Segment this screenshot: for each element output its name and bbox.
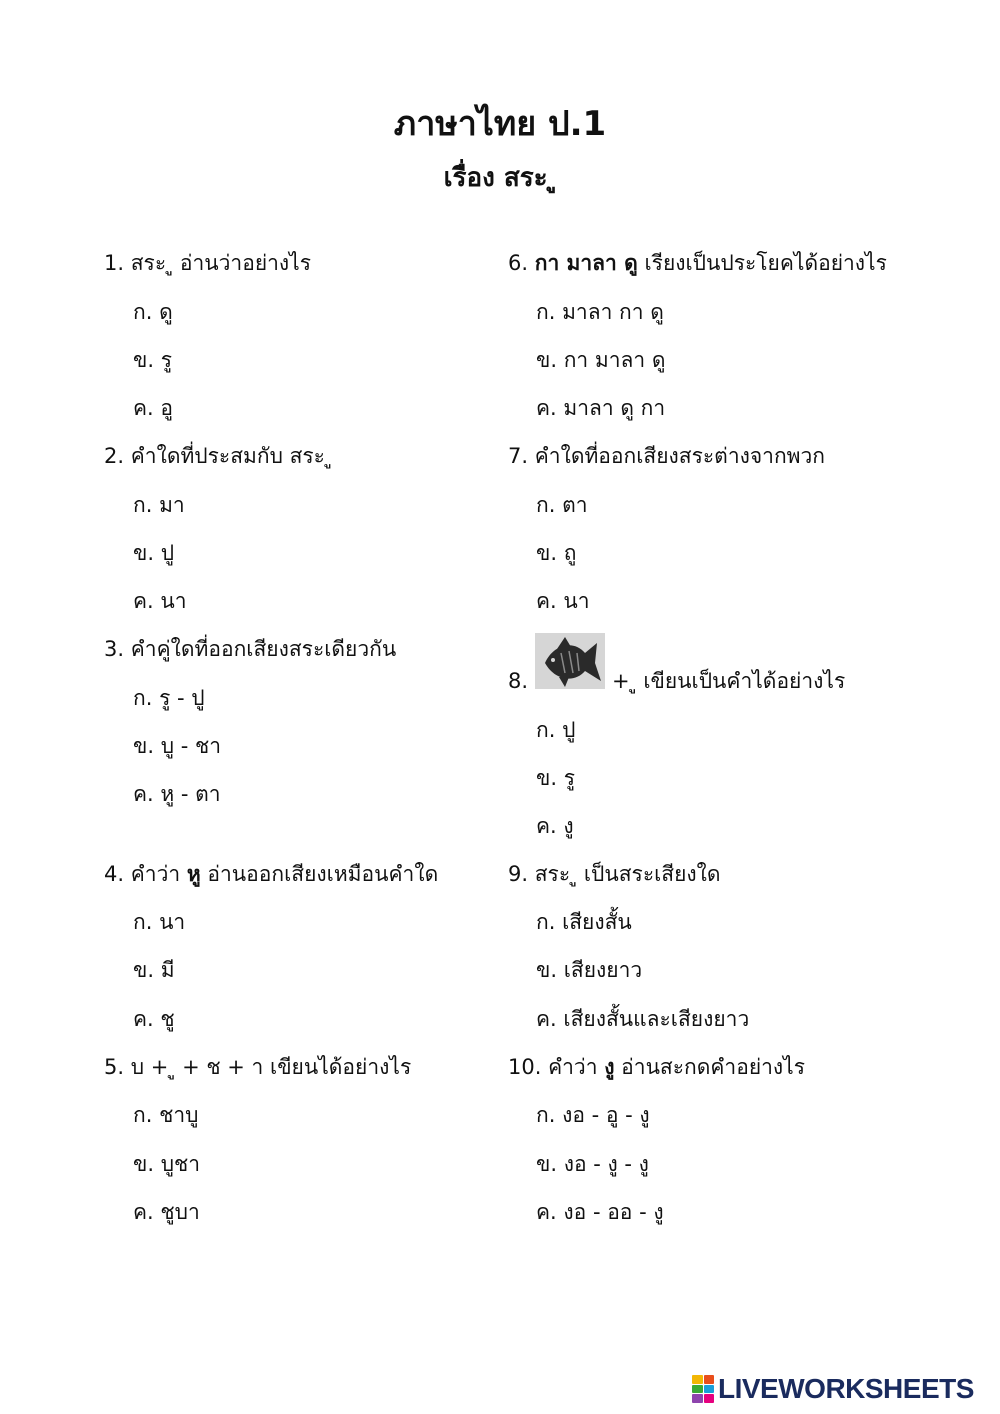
q1-option-c[interactable]: ค. อู [133,396,174,420]
q7-option-c[interactable]: ค. นา [536,589,590,613]
question-4: 4. คำว่า หู อ่านออกเสียงเหมือนคำใด [104,862,439,886]
q5-option-b[interactable]: ข. บูชา [133,1152,201,1176]
q9-option-a[interactable]: ก. เสียงสั้น [536,910,632,934]
question-3: 3. คำคู่ใดที่ออกเสียงสระเดียวกัน [104,637,397,661]
q7-option-b[interactable]: ข. ถู [536,541,577,565]
question-2: 2. คำใดที่ประสมกับ สระ ู [104,444,333,468]
fish-picture [535,633,605,689]
logo-icon [692,1375,714,1403]
q1-option-b[interactable]: ข. รู [133,348,172,372]
q10-option-a[interactable]: ก. งอ - อู - งู [536,1103,650,1127]
page-title: ภาษาไทย ป.1 [393,104,607,144]
q6-option-a[interactable]: ก. มาลา กา ดู [536,300,664,324]
q1-option-a[interactable]: ก. ดู [133,300,173,324]
question-8-number: 8. [508,669,529,693]
q4-option-a[interactable]: ก. นา [133,910,186,934]
q7-option-a[interactable]: ก. ตา [536,493,588,517]
q3-option-b[interactable]: ข. บู - ชา [133,734,222,758]
question-5: 5. บ + ู + ช + า เขียนได้อย่างไร [104,1055,412,1079]
question-10: 10. คำว่า งู อ่านสะกดคำอย่างไร [508,1055,806,1079]
q6-option-b[interactable]: ข. กา มาลา ดู [536,348,666,372]
q9-option-b[interactable]: ข. เสียงยาว [536,958,643,982]
q8-option-a[interactable]: ก. ปู [536,718,576,742]
question-7: 7. คำใดที่ออกเสียงสระต่างจากพวก [508,444,826,468]
q4-option-b[interactable]: ข. มี [133,958,175,982]
fish-icon [535,633,605,689]
question-8: + ู เขียนเป็นคำได้อย่างไร [612,669,846,693]
q3-option-a[interactable]: ก. รู - ปู [133,686,205,710]
brand-text: LIVEWORKSHEETS [718,1373,974,1404]
q2-option-a[interactable]: ก. มา [133,493,185,517]
q2-option-b[interactable]: ข. ปู [133,541,175,565]
q8-option-b[interactable]: ข. รู [536,766,575,790]
q8-option-c[interactable]: ค. งู [536,814,574,838]
question-9: 9. สระ ู เป็นสระเสียงใด [508,862,721,886]
q2-option-c[interactable]: ค. นา [133,589,187,613]
q10-option-b[interactable]: ข. งอ - งู - งู [536,1152,649,1176]
q3-option-c[interactable]: ค. หู - ตา [133,782,221,806]
q9-option-c[interactable]: ค. เสียงสั้นและเสียงยาว [536,1007,750,1031]
question-1: 1. สระ ู อ่านว่าอย่างไร [104,251,312,275]
q6-option-c[interactable]: ค. มาลา ดู กา [536,396,666,420]
q4-option-c[interactable]: ค. ชู [133,1007,175,1031]
q10-option-c[interactable]: ค. งอ - ออ - งู [536,1200,664,1224]
q5-option-a[interactable]: ก. ชาบู [133,1103,199,1127]
q5-option-c[interactable]: ค. ชูบา [133,1200,200,1224]
question-6: 6. กา มาลา ดู เรียงเป็นประโยคได้อย่างไร [508,251,887,275]
liveworksheets-logo [692,1372,974,1406]
page-subtitle: เรื่อง สระ ู [443,163,557,193]
